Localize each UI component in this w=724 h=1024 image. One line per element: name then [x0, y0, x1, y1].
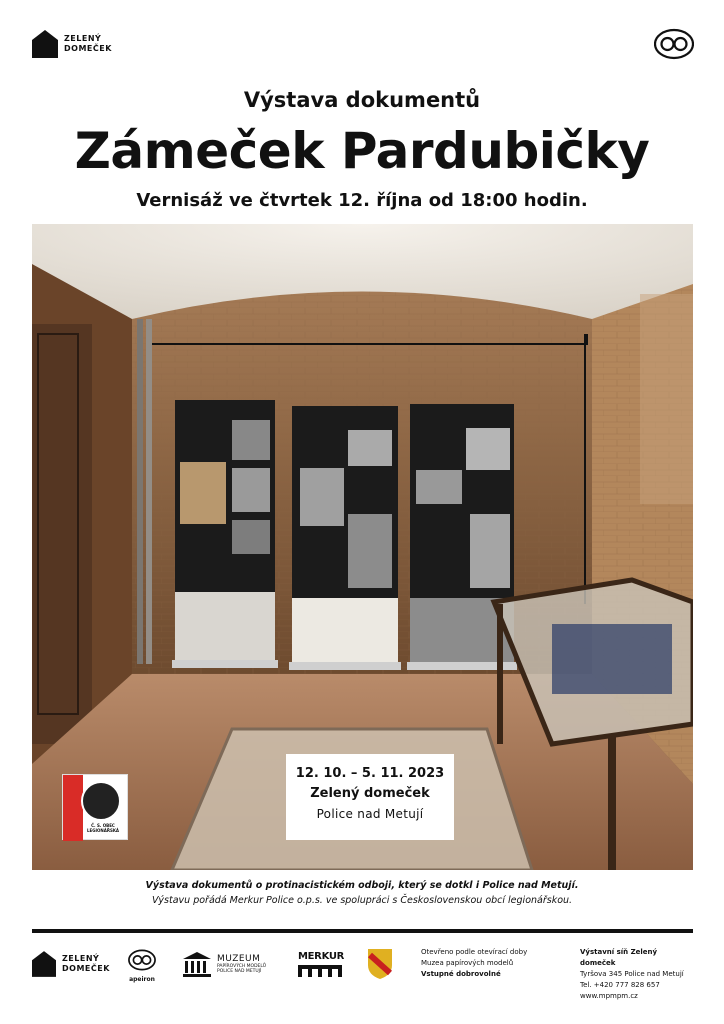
logo-line1: ZELENÝ — [64, 34, 102, 43]
footer-zeleny-domecek-logo — [32, 951, 110, 977]
apeiron-icon — [654, 28, 694, 60]
event-info-card — [286, 754, 454, 840]
badge-caption-1: Č. S. OBEC — [91, 823, 115, 828]
footer-logo-line1: ZELENÝ — [62, 954, 100, 963]
info-line1: Otevřeno podle otevírací doby — [421, 948, 528, 956]
soldier-icon — [81, 781, 121, 821]
contact-line2: Tyršova 345 Police nad Metují — [580, 970, 684, 978]
info-line2: Muzea papírových modelů — [421, 959, 514, 967]
muzeum-sub1: PAPÍROVÝCH MODELŮ — [217, 964, 266, 969]
description-line1: Výstava dokumentů o protinacistickém odboji, který se dotkl i Police nad Metují. — [145, 880, 579, 891]
zeleny-domecek-logo — [32, 30, 112, 58]
merkur-building-icon — [298, 963, 342, 977]
badge-caption-2: LEGIONÁŘSKÁ — [86, 828, 120, 833]
contact-info — [580, 947, 693, 1002]
event-venue: Zelený domeček — [310, 786, 430, 801]
town-crest-icon — [368, 949, 392, 979]
footer-logo-line2: DOMEČEK — [62, 964, 110, 973]
footer — [32, 945, 693, 1000]
contact-line4[interactable]: www.mpmpm.cz — [580, 992, 638, 1000]
apeiron-label: apeiron — [129, 976, 155, 983]
description-line2: Výstavu pořádá Merkur Police o.p.s. ve spolupráci s Československou obcí legionářskou. — [151, 895, 573, 906]
exhibition-photo — [32, 224, 693, 870]
muzeum-title: MUZEUM — [217, 954, 261, 964]
footer-apeiron-logo — [124, 949, 160, 983]
footer-muzeum-logo — [182, 951, 266, 977]
apeiron-icon — [126, 949, 158, 971]
info-line3: Vstupné dobrovolné — [421, 970, 501, 978]
event-dates: 12. 10. – 5. 11. 2023 — [295, 766, 445, 781]
opening-info — [421, 947, 527, 980]
event-town: Police nad Metují — [316, 807, 424, 821]
footer-merkur-logo — [298, 951, 344, 981]
house-icon — [32, 30, 58, 58]
divider — [32, 929, 693, 933]
vernisage-line: Vernisáž ve čtvrtek 12. října od 18:00 hodin. — [136, 190, 588, 211]
legion-logo — [62, 774, 128, 840]
muzeum-sub2: POLICE NAD METUJÍ — [217, 969, 262, 974]
merkur-label: MERKUR — [298, 951, 345, 962]
exhibition-subtitle: Výstava dokumentů — [243, 88, 481, 112]
museum-building-icon — [182, 951, 212, 977]
house-icon — [32, 951, 56, 977]
exhibition-title: Zámeček Pardubičky — [74, 122, 650, 180]
logo-line2: DOMEČEK — [64, 44, 112, 53]
contact-line1: Výstavní síň Zelený domeček — [580, 948, 658, 967]
contact-line3: Tel. +420 777 828 657 — [580, 981, 660, 989]
